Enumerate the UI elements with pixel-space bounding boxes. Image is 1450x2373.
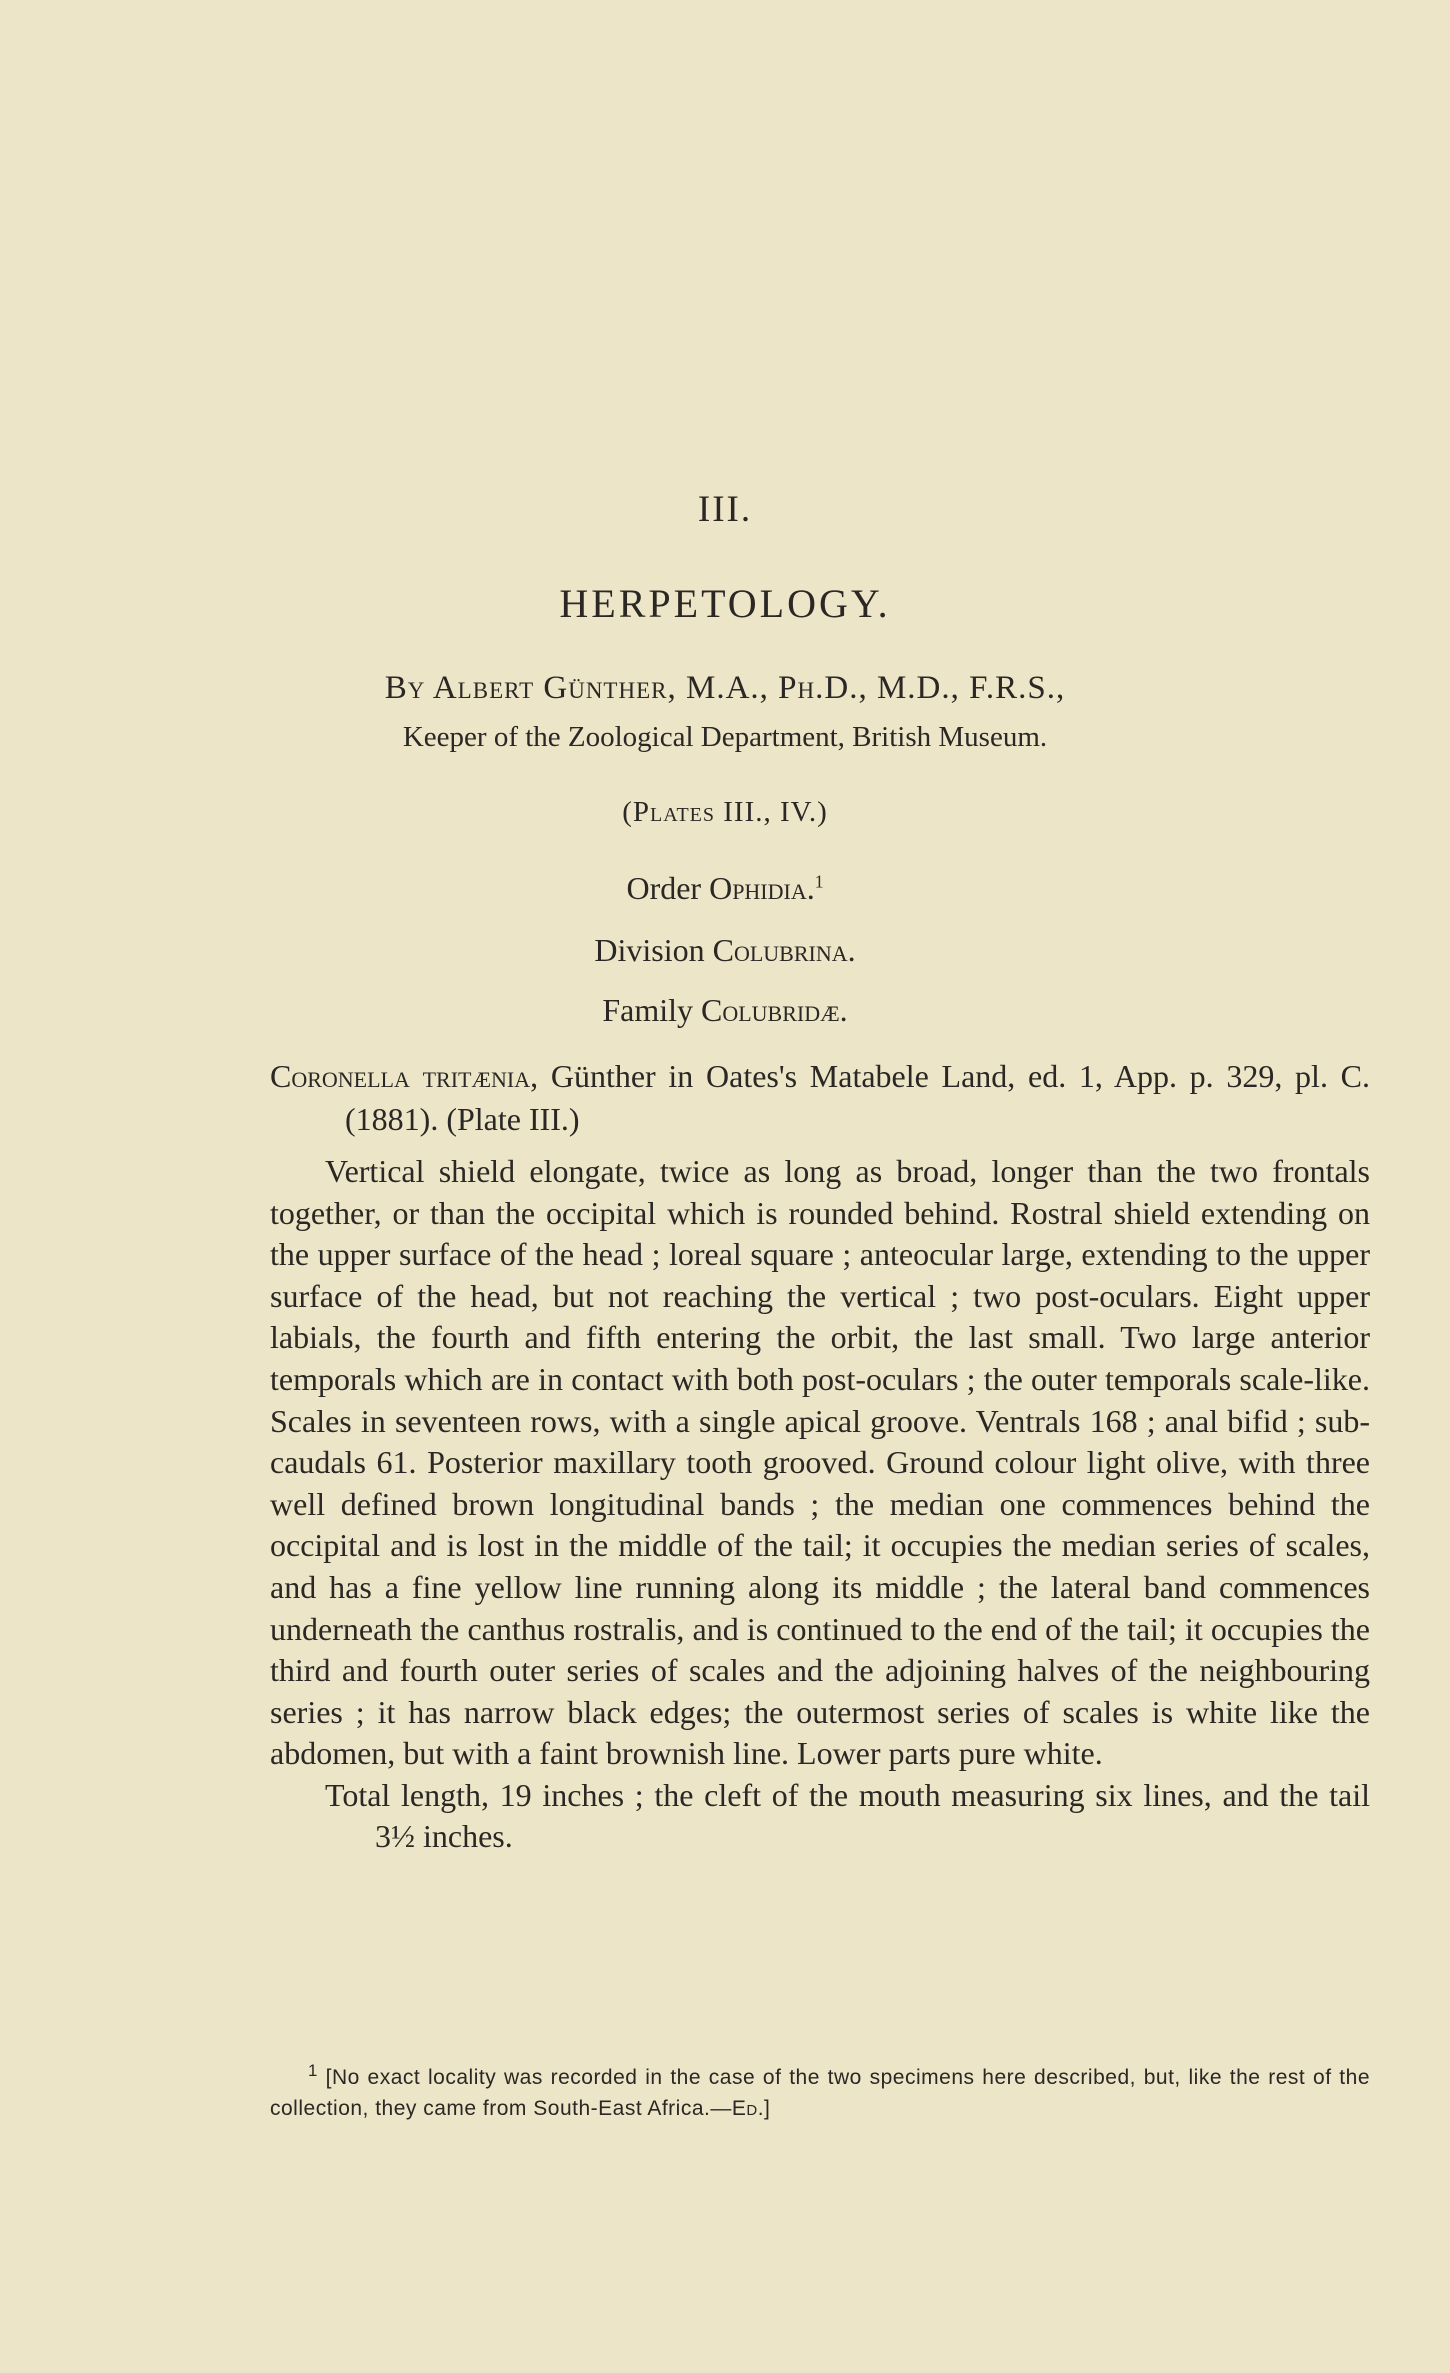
footnote-text: [No exact locality was recorded in the case of the two specimens here described, but, like the rest of the collection, they came from South-East Africa.— [270, 2066, 1370, 2120]
order-name: Ophidia. [709, 870, 815, 906]
author-byline: By Albert Günther, M.A., Ph.D., M.D., F.R.S., [384, 670, 1066, 706]
family-heading [0, 992, 1450, 1029]
footnote-closing: ] [764, 2097, 771, 2120]
section-title: HERPETOLOGY. [559, 581, 891, 626]
division-heading [0, 932, 1450, 969]
order-prefix: Order [626, 870, 710, 906]
species-account [270, 1055, 1370, 1857]
section-number: III. [697, 489, 753, 530]
division-name: Colubrina. [712, 932, 856, 968]
species-name: Coronella tritænia, [270, 1058, 539, 1094]
footnote-reference: 1 [814, 871, 824, 892]
family-prefix: Family [602, 992, 701, 1028]
footnote-editor: Ed. [731, 2097, 765, 2120]
plates-reference: (Plates III., IV.) [622, 796, 828, 828]
author-affiliation: Keeper of the Zoological Department, British Museum. [402, 721, 1048, 753]
order-heading [0, 870, 1450, 907]
species-measurements: Total length, 19 inches ; the cleft of the mouth measuring six lines, and the tail 3½ inches. [325, 1776, 1370, 1854]
species-entry [270, 1055, 1370, 1141]
footnote-marker: 1 [308, 2061, 318, 2080]
division-prefix: Division [594, 932, 713, 968]
species-description: Vertical shield elongate, twice as long as broad, longer than the two frontals together, or than the occipital which is rounded behind. Rostral shield extending on the upper surface of the head ; loreal square ; anteocular large, extending to the upper surface of the head, but not reaching the vertical ; two post-oculars. Eight upper labials, the fourth and fifth entering the orbit, the last small. Two large anterior temporals which are in contact with both post-oculars ; the outer temporals scale-like. Scales in seventeen rows, with a single apical groove. Ventrals 168 ; anal bifid ; sub-caudals 61. Posterior maxillary tooth grooved. Ground colour light olive, with three well defined brown longitudinal bands ; the median one commences behind the occipital and is lost in the middle of the tail; it occupies the median series of scales, and has a fine yellow line running along its middle ; the lateral band commences underneath the canthus rostralis, and is continued to the end of the tail; it occupies the third and fourth outer series of scales and the adjoining halves of the neighbouring series ; it has narrow black edges; the outermost series of scales is white like the abdomen, but with a faint brownish line. Lower parts pure white. [270, 1153, 1370, 1772]
species-citation: Günther in Oates's Matabele Land, ed. 1, App. p. 329, pl. C. (1881). (Plate III.) [345, 1058, 1370, 1137]
footnote [270, 2062, 1370, 2124]
family-name: Colubridæ. [700, 992, 848, 1028]
